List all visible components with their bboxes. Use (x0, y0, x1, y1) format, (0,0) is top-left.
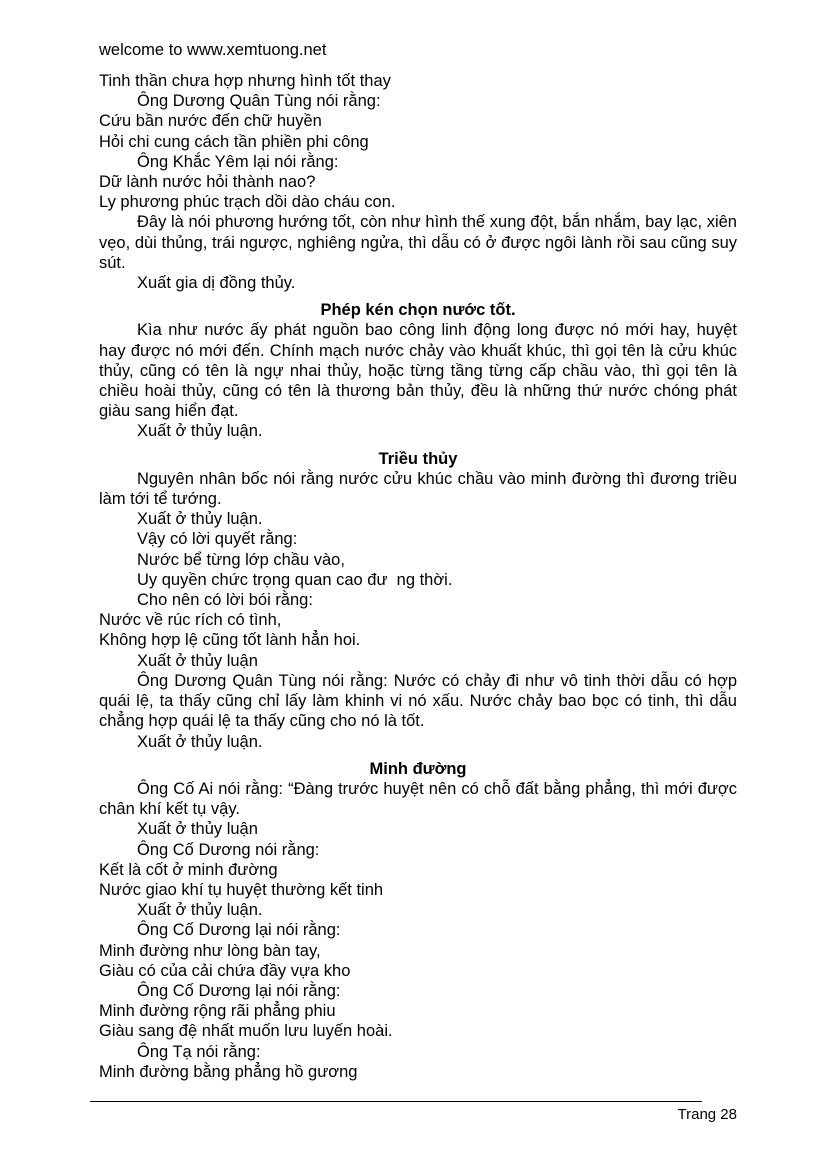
indented-line: Uy quyền chức trọng quan cao đư ng thời. (137, 570, 453, 589)
page-header-url: welcome to www.xemtuong.net (99, 41, 327, 59)
body-paragraph: Đây là nói phương hướng tốt, còn như hình thế xung đột, bắn nhắm, bay lạc, xiên vẹo, dùi thủng, trái ngược, nghiêng ngửa, thì dẫu có ở được ngôi lành rồi sau cũng suy sút. (99, 213, 737, 272)
indented-line: Ông Cố Dương nói rằng: (137, 840, 320, 859)
indented-line: Xuất ở thủy luận (137, 820, 258, 839)
verse-line: Giàu có của cải chứa đầy vựa kho (99, 961, 351, 980)
verse-line: Dữ lành nước hỏi thành nao? (99, 173, 316, 192)
indented-line: Ông Khắc Yêm lại nói rằng: (137, 152, 339, 171)
verse-line: Tinh thần chưa hợp nhưng hình tốt thay (99, 72, 391, 90)
document-body (99, 71, 737, 1082)
verse-line: Kết là cốt ở minh đường (99, 860, 278, 879)
verse-line: Không hợp lệ cũng tốt lành hẳn hoi. (99, 631, 361, 650)
indented-line: Xuất gia dị đồng thủy. (137, 274, 296, 293)
indented-line: Xuất ở thủy luận. (137, 901, 263, 920)
indented-line: Vậy có lời quyết rằng: (137, 530, 298, 549)
page-footer (90, 1101, 737, 1141)
indented-line: Cho nên có lời bói rằng: (137, 591, 313, 610)
section-heading: Phép kén chọn nước tốt. (320, 301, 516, 320)
verse-line: Minh đường rộng rãi phẳng phiu (99, 1002, 336, 1021)
indented-line: Ông Cố Dương lại nói rằng: (137, 981, 341, 1000)
verse-line: Hỏi chi cung cách tần phiền phi công (99, 132, 369, 151)
page-number: Trang 28 (677, 1106, 737, 1123)
indented-line: Ông Cố Dương lại nói rằng: (137, 921, 341, 940)
indented-line: Xuất ở thủy luận. (137, 422, 263, 441)
indented-line: Nước bể từng lớp chầu vào, (137, 550, 345, 569)
indented-line: Xuất ở thủy luận (137, 651, 258, 670)
verse-line: Nước giao khí tụ huyệt thường kết tinh (99, 880, 384, 899)
section-heading: Minh đường (369, 759, 467, 778)
body-paragraph: Nguyên nhân bốc nói rằng nước cửu khúc chầu vào minh đường thì đương triều làm tới tể tướng. (99, 469, 737, 509)
footer-divider (90, 1101, 702, 1102)
indented-line: Xuất ở thủy luận. (137, 732, 263, 751)
verse-line: Minh đường bằng phẳng hồ gương (99, 1062, 358, 1081)
section-heading: Triều thủy (378, 449, 458, 468)
indented-line: Xuất ở thủy luận. (137, 510, 263, 529)
indented-line: Ông Tạ nói rằng: (137, 1042, 261, 1061)
verse-line: Minh đường như lòng bàn tay, (99, 941, 321, 960)
verse-line: Ly phương phúc trạch dồi dào cháu con. (99, 193, 396, 212)
indented-line: Ông Dương Quân Tùng nói rằng: (137, 92, 381, 111)
body-paragraph: Ông Dương Quân Tùng nói rằng: Nước có chảy đi như vô tinh thời dẫu có hợp quái lệ, ta thấy cũng chỉ lấy làm khinh vi nó xấu. Nước chảy bao bọc có tinh, thì dẫu chẳng hợp quái lệ ta thấy cũng cho nó là tốt. (99, 671, 737, 731)
verse-line: Nước về rúc rích có tình, (99, 611, 282, 630)
body-paragraph: Ông Cố Ai nói rằng: “Đàng trước huyệt nên có chỗ đất bằng phẳng, thì mới được chân khí kết tụ vậy. (99, 779, 737, 819)
verse-line: Cứu bần nước đến chữ huyền (99, 112, 322, 131)
verse-line: Giàu sang đệ nhất muốn lưu luyến hoài. (99, 1022, 393, 1041)
body-paragraph: Kìa như nước ấy phát nguồn bao công linh động long được nó mới hay, huyệt hay được nó mới đến. Chính mạch nước chảy vào khuất khúc, thì gọi tên là cửu khúc thủy, cũng có tên là ngự nhai thủy, hoặc từng tầng từng cấp chầu vào, thì gọi tên là chiều hoài thủy, cũng có tên là thương bản thủy, đều là những thứ nước chóng phát giàu sang hiển đạt. (99, 321, 737, 421)
